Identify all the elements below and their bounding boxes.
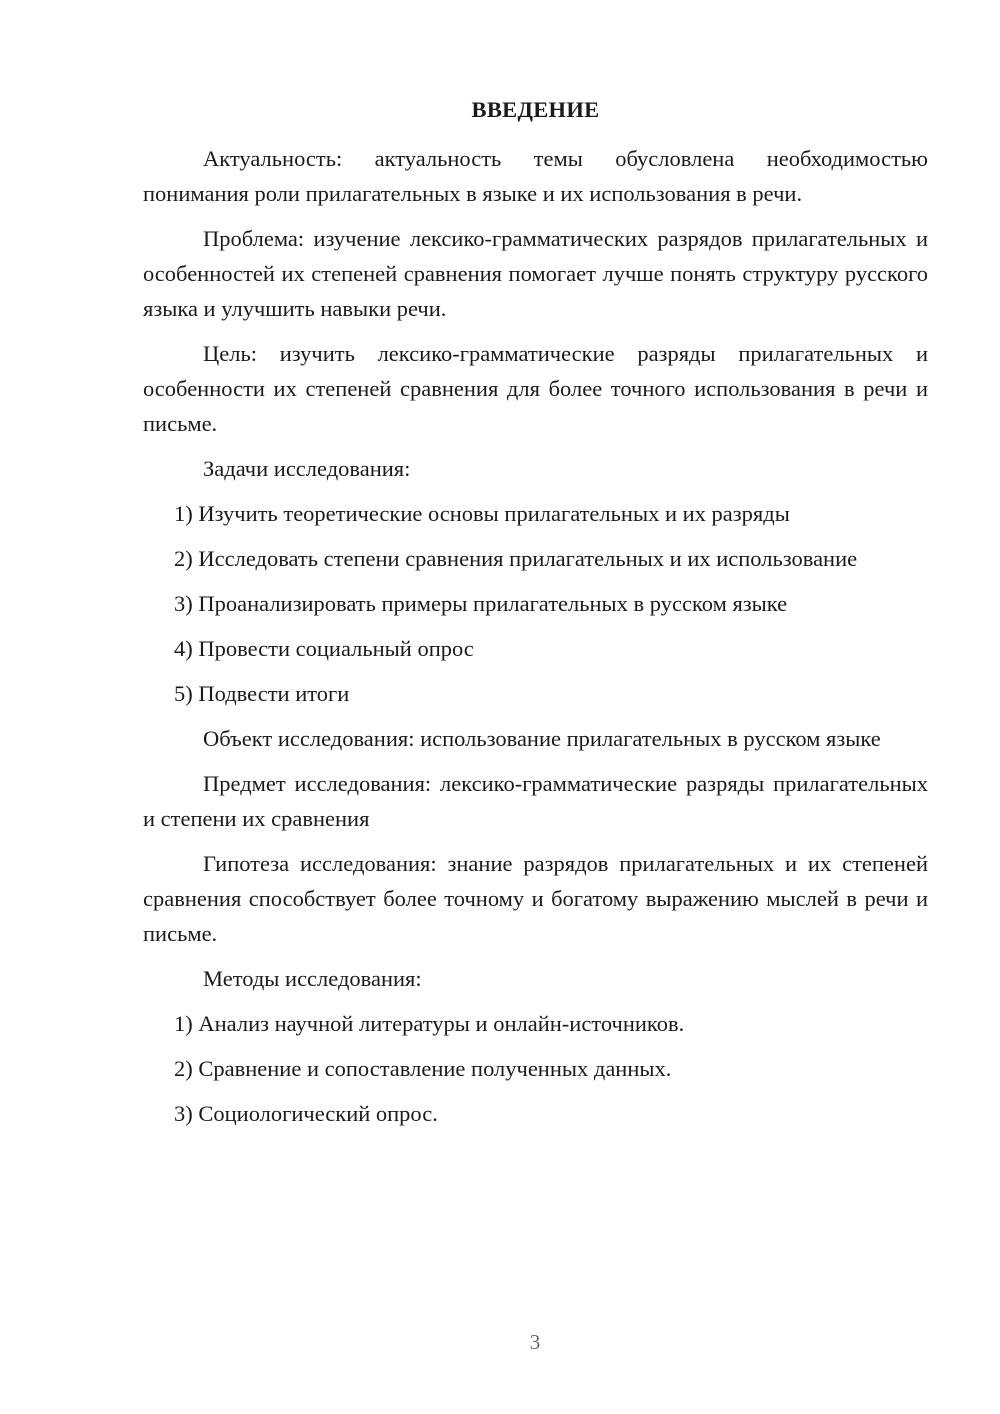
page-content	[143, 92, 928, 1141]
object-paragraph: Объект исследования: использование прилагательных в русском языке	[203, 726, 881, 751]
goal-paragraph: Цель: изучить лексико-грамматические разряды прилагательных и особенности их степеней сравнения для более точного использования в речи и письме.	[143, 341, 928, 436]
methods-list	[143, 1006, 928, 1131]
list-item: 1) Изучить теоретические основы прилагательных и их разряды	[174, 501, 790, 526]
tasks-list	[143, 496, 928, 711]
relevance-paragraph: Актуальность: актуальность темы обусловлена необходимостью понимания роли прилагательных в языке и их использования в речи.	[143, 146, 928, 206]
list-item: 5) Подвести итоги	[174, 681, 350, 706]
list-item: 3) Социологический опрос.	[174, 1101, 438, 1126]
problem-paragraph: Проблема: изучение лексико-грамматических разрядов прилагательных и особенностей их степеней сравнения помогает лучше понять структуру русского языка и улучшить навыки речи.	[143, 226, 928, 321]
section-title: ВВЕДЕНИЕ	[471, 97, 600, 122]
methods-heading: Методы исследования:	[203, 966, 422, 991]
page-number: 3	[529, 1330, 541, 1354]
list-item: 2) Исследовать степени сравнения прилагательных и их использование	[174, 546, 858, 571]
list-item: 2) Сравнение и сопоставление полученных данных.	[174, 1056, 672, 1081]
list-item: 4) Провести социальный опрос	[174, 636, 474, 661]
list-item: 3) Проанализировать примеры прилагательных в русском языке	[174, 591, 788, 616]
list-item: 1) Анализ научной литературы и онлайн-источников.	[174, 1011, 685, 1036]
hypothesis-paragraph: Гипотеза исследования: знание разрядов прилагательных и их степеней сравнения способствует более точному и богатому выражению мыслей в речи и письме.	[143, 851, 928, 946]
tasks-heading: Задачи исследования:	[203, 456, 411, 481]
subject-paragraph: Предмет исследования: лексико-грамматические разряды прилагательных и степени их сравнения	[143, 771, 928, 831]
